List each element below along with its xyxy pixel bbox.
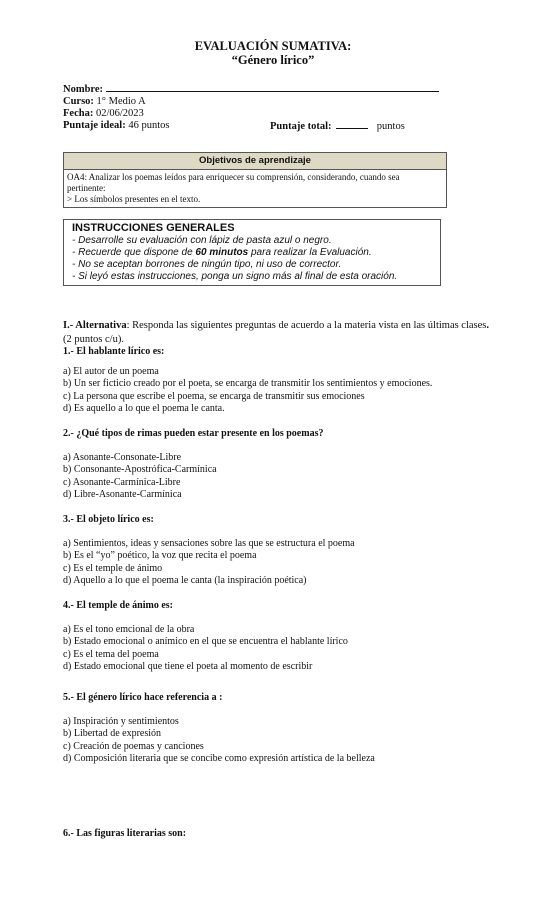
answer-option: d) Es aquello a lo que el poema le canta. <box>63 402 225 414</box>
fecha-label: Fecha: <box>63 108 94 119</box>
puntaje-total-row <box>270 119 405 133</box>
objectives-line: OA4: Analizar los poemas leídos para enriquecer su comprensión, considerando, cuando sea <box>67 172 400 182</box>
question-options <box>63 624 523 673</box>
puntaje-ideal-label: Puntaje ideal: <box>63 120 126 131</box>
section-heading <box>63 320 523 333</box>
question-title: 2.- ¿Qué tipos de rimas pueden estar presente en los poemas? <box>63 428 324 439</box>
nombre-row <box>63 82 439 96</box>
objectives-line: > Los símbolos presentes en el texto. <box>67 194 201 204</box>
answer-option: d) Aquello a lo que el poema le canta (la inspiración poética) <box>63 574 307 586</box>
fecha-value: 02/06/2023 <box>95 108 144 119</box>
exam-title: EVALUACIÓN SUMATIVA: <box>194 39 352 53</box>
instruction-line: - No se aceptan borrones de ningún tipo, ni uso de corrector. <box>72 259 342 270</box>
instruction-line: - Desarrolle su evaluación con lápiz de pasta azul o negro. <box>72 235 332 246</box>
answer-option: b) Consonante-Apostrófica-Carmínica <box>63 464 217 476</box>
curso-label: Curso: <box>63 96 94 107</box>
answer-option: b) Libertad de expresión <box>63 728 162 740</box>
question-options <box>63 538 523 587</box>
section-points: (2 puntos c/u). <box>63 334 124 345</box>
puntaje-total-label: Puntaje total: <box>270 121 332 132</box>
instruction-line: - Si leyó estas instrucciones, ponga un signo más al final de esta oración. <box>72 271 398 282</box>
question-title: 5.- El género lírico hace referencia a : <box>63 692 223 703</box>
curso-value: 1° Medio A <box>96 96 146 107</box>
nombre-blank <box>106 82 439 92</box>
section-instruction: : Responda las siguientes preguntas de acuerdo a la materia vista en las últimas clases <box>126 320 487 331</box>
answer-option: a) Es el tono emcional de la obra <box>63 624 195 635</box>
answer-option: c) Asonante-Carmínica-Libre <box>63 476 181 488</box>
puntaje-ideal-row <box>63 119 169 132</box>
question-title: 1.- El hablante lírico es: <box>63 346 165 357</box>
answer-option: d) Libre-Asonante-Carmínica <box>63 488 182 500</box>
answer-option: a) Asonante-Consonate-Libre <box>63 452 182 463</box>
instruction-line <box>72 247 440 259</box>
answer-option: c) Creación de poemas y canciones <box>63 740 204 752</box>
answer-option: b) Un ser ficticio creado por el poeta, se encarga de transmitir los sentimientos y emociones. <box>63 378 433 390</box>
answer-option: c) La persona que escribe el poema, se encarga de transmitir sus emociones <box>63 390 365 402</box>
objectives-box <box>63 152 447 208</box>
section-label: I.- Alternativa <box>63 320 127 331</box>
objectives-body <box>64 170 446 207</box>
answer-option: d) Estado emocional que tiene el poeta al momento de escribir <box>63 660 313 672</box>
question-title: 6.- Las figuras literarias son: <box>63 828 187 839</box>
answer-option: b) Es el “yo” poético, la voz que recita el poema <box>63 550 257 562</box>
objectives-line: pertinente: <box>67 183 106 193</box>
instruction-text: para realizar la Evaluación. <box>248 247 372 258</box>
instruction-emphasis: 60 minutos <box>195 247 249 258</box>
answer-option: a) Inspiración y sentimientos <box>63 716 179 727</box>
question-title: 4.- El temple de ánimo es: <box>63 600 173 611</box>
answer-option: a) El autor de un poema <box>63 366 159 377</box>
question-title: 3.- El objeto lírico es: <box>63 514 154 525</box>
objectives-heading: Objetivos de aprendizaje <box>64 153 446 170</box>
instruction-text: - Recuerde que dispone de <box>72 247 196 258</box>
instructions-box <box>63 219 441 286</box>
question-options <box>63 366 523 415</box>
answer-option: c) Es el temple de ánimo <box>63 562 163 574</box>
exam-subtitle: “Género lírico” <box>231 53 315 67</box>
puntaje-total-unit: puntos <box>376 121 405 132</box>
answer-option: c) Es el tema del poema <box>63 648 159 660</box>
question-options <box>63 716 523 765</box>
nombre-label: Nombre: <box>63 84 104 95</box>
question-options <box>63 452 523 501</box>
puntaje-ideal-value: 46 puntos <box>128 120 170 131</box>
answer-option: b) Estado emocional o anímico en el que se encuentra el hablante lírico <box>63 636 348 648</box>
instructions-heading: INSTRUCCIONES GENERALES <box>72 222 235 234</box>
puntaje-total-blank <box>336 119 368 129</box>
answer-option: d) Composición literaria que se concibe como expresión artística de la belleza <box>63 752 375 764</box>
section-period: . <box>486 320 490 331</box>
answer-option: a) Sentimientos, ideas y sensaciones sobre las que se estructura el poema <box>63 538 355 549</box>
